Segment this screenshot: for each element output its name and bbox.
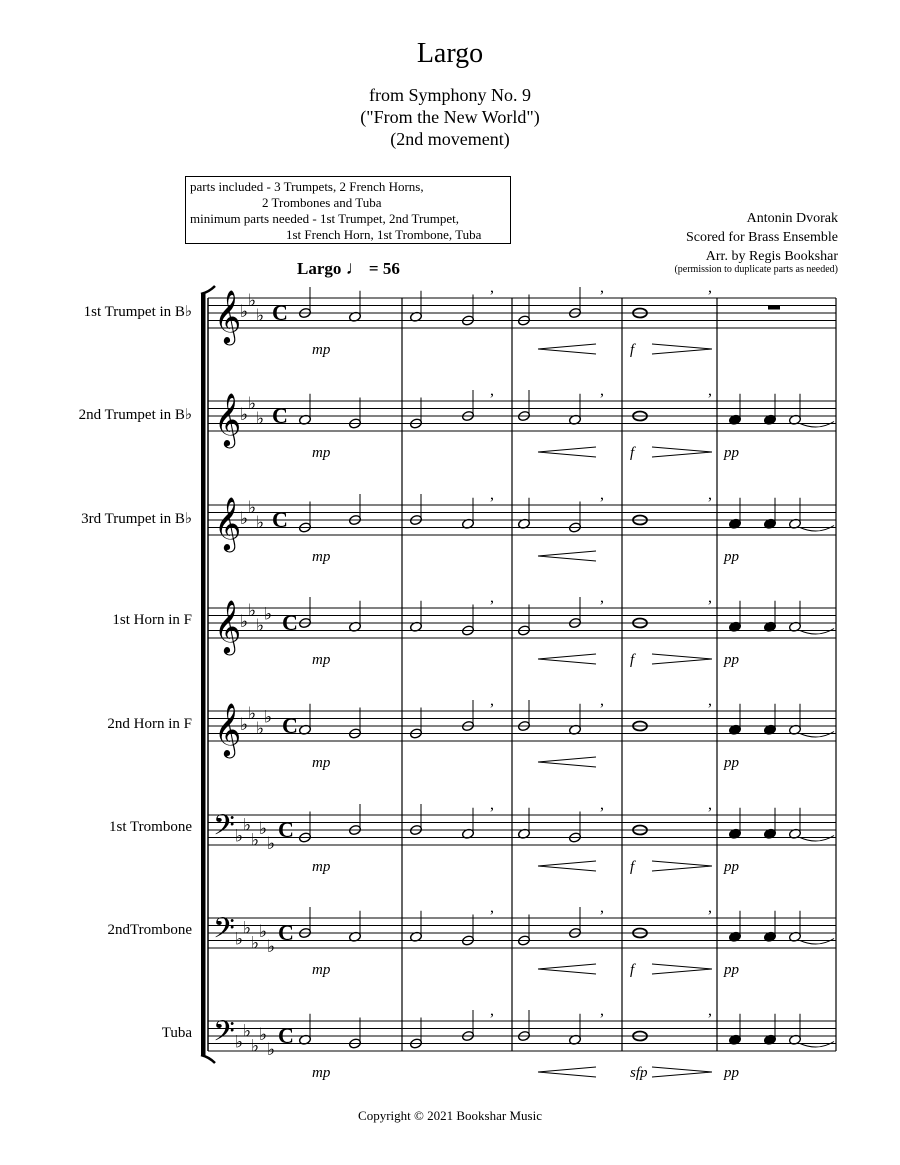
instrument-name: 2nd Trumpet in B♭ — [78, 407, 192, 423]
dynamic-mark: mp — [312, 962, 331, 978]
instrument-name: Tuba — [161, 1025, 192, 1041]
breath-mark: , — [600, 796, 604, 813]
flat-icon: ♭ — [243, 815, 252, 835]
tempo-value: = 56 — [368, 259, 400, 278]
dynamic-mark: mp — [312, 859, 331, 875]
bass-clef-icon: 𝄢 — [213, 914, 235, 951]
whole-rest — [768, 306, 780, 310]
time-signature: C — [282, 610, 298, 635]
treble-clef-icon: 𝄞 — [214, 394, 242, 445]
info-line-3: minimum parts needed - 1st Trumpet, 2nd Trumpet, — [190, 211, 460, 226]
bass-clef-icon: 𝄢 — [213, 1017, 235, 1054]
flat-icon: ♭ — [267, 937, 276, 956]
flat-icon: ♭ — [248, 290, 257, 310]
tie — [800, 629, 834, 635]
dynamic-mark: pp — [724, 1065, 739, 1081]
dynamic-mark: f — [630, 652, 635, 668]
flat-icon: ♭ — [248, 703, 257, 723]
bracket-top-hook — [201, 286, 215, 294]
flat-icon: ♭ — [264, 604, 273, 624]
breath-mark: , — [600, 1002, 604, 1019]
dynamic-mark: mp — [312, 1065, 331, 1081]
crescendo-hairpin — [538, 964, 596, 974]
breath-mark: , — [490, 486, 494, 503]
flat-icon: ♭ — [240, 509, 249, 528]
time-signature: C — [282, 713, 298, 738]
time-signature: C — [278, 1023, 294, 1048]
bracket-bottom-hook — [201, 1055, 215, 1063]
breath-mark: , — [490, 692, 494, 709]
instrument-name: 2nd Horn in F — [107, 716, 192, 732]
score-title: Largo — [416, 38, 484, 69]
dynamic-mark: f — [630, 445, 635, 461]
flat-icon: ♭ — [235, 1032, 244, 1052]
flat-icon: ♭ — [259, 1025, 268, 1044]
info-line-4: 1st French Horn, 1st Trombone, Tuba — [286, 227, 482, 242]
treble-clef-icon: 𝄞 — [214, 291, 242, 342]
instrument-name: 2ndTrombone — [107, 922, 192, 938]
subtitle-line-3: (2nd movement) — [390, 129, 510, 149]
flat-icon: ♭ — [243, 918, 252, 938]
dynamic-mark: f — [630, 342, 635, 358]
tie — [800, 422, 834, 428]
subtitle-line-1: from Symphony No. 9 — [369, 85, 531, 105]
flat-icon: ♭ — [259, 922, 268, 941]
dynamic-mark: mp — [312, 652, 331, 668]
flat-icon: ♭ — [256, 512, 265, 532]
flat-icon: ♭ — [251, 933, 260, 953]
flat-icon: ♭ — [256, 615, 265, 635]
dynamic-mark: f — [630, 962, 635, 978]
treble-clef-icon: 𝄞 — [214, 704, 242, 755]
decrescendo-hairpin — [652, 344, 712, 354]
flat-icon: ♭ — [240, 405, 249, 424]
flat-icon: ♭ — [243, 1021, 252, 1041]
info-line-1: parts included - 3 Trumpets, 2 French Horns, — [190, 179, 424, 194]
flat-icon: ♭ — [264, 707, 273, 727]
flat-icon: ♭ — [248, 393, 257, 413]
decrescendo-hairpin — [652, 861, 712, 871]
breath-mark: , — [490, 589, 494, 606]
instrument-name: 3rd Trumpet in B♭ — [81, 511, 192, 527]
breath-mark: , — [708, 279, 712, 296]
breath-mark: , — [490, 796, 494, 813]
info-line-2: 2 Trombones and Tuba — [262, 195, 382, 210]
instrument-name: 1st Trumpet in B♭ — [83, 304, 192, 320]
crescendo-hairpin — [538, 1067, 596, 1077]
decrescendo-hairpin — [652, 1067, 712, 1077]
bass-clef-icon: 𝄢 — [213, 811, 235, 848]
crescendo-hairpin — [538, 654, 596, 664]
flat-icon: ♭ — [240, 302, 249, 321]
crescendo-hairpin — [538, 861, 596, 871]
composer: Antonin Dvorak — [746, 211, 838, 226]
dynamic-mark: pp — [724, 549, 739, 565]
dynamic-mark: sfp — [630, 1065, 648, 1081]
flat-icon: ♭ — [251, 1036, 260, 1056]
tempo-label: Largo — [297, 259, 342, 278]
flat-icon: ♭ — [235, 929, 244, 949]
flat-icon: ♭ — [267, 834, 276, 853]
breath-mark: , — [490, 279, 494, 296]
time-signature: C — [272, 300, 288, 325]
decrescendo-hairpin — [652, 447, 712, 457]
instrument-name: 1st Horn in F — [112, 612, 192, 628]
tie — [800, 526, 834, 532]
flat-icon: ♭ — [256, 718, 265, 738]
instrument-name: 1st Trombone — [109, 819, 192, 835]
flat-icon: ♭ — [235, 826, 244, 846]
time-signature: C — [272, 507, 288, 532]
flat-icon: ♭ — [256, 408, 265, 428]
breath-mark: , — [490, 1002, 494, 1019]
decrescendo-hairpin — [652, 654, 712, 664]
subtitle-line-2: ("From the New World") — [360, 107, 540, 127]
breath-mark: , — [600, 279, 604, 296]
tie — [800, 836, 834, 842]
crescendo-hairpin — [538, 344, 596, 354]
breath-mark: , — [490, 382, 494, 399]
breath-mark: , — [600, 486, 604, 503]
dynamic-mark: mp — [312, 342, 331, 358]
system-bracket — [201, 294, 206, 1055]
crescendo-hairpin — [538, 447, 596, 457]
breath-mark: , — [600, 692, 604, 709]
decrescendo-hairpin — [652, 964, 712, 974]
dynamic-mark: pp — [724, 445, 739, 461]
quarter-note-icon: ♩ — [345, 258, 365, 279]
dynamic-mark: pp — [724, 652, 739, 668]
flat-icon: ♭ — [251, 830, 260, 850]
permission-note: (permission to duplicate parts as needed) — [674, 264, 838, 275]
breath-mark: , — [600, 589, 604, 606]
breath-mark: , — [600, 382, 604, 399]
flat-icon: ♭ — [259, 819, 268, 838]
breath-mark: , — [708, 1002, 712, 1019]
time-signature: C — [278, 817, 294, 842]
flat-icon: ♭ — [267, 1040, 276, 1059]
dynamic-mark: f — [630, 859, 635, 875]
treble-clef-icon: 𝄞 — [214, 498, 242, 549]
dynamic-mark: mp — [312, 445, 331, 461]
flat-icon: ♭ — [248, 600, 257, 620]
dynamic-mark: mp — [312, 549, 331, 565]
tie — [800, 1042, 834, 1048]
breath-mark: , — [708, 899, 712, 916]
breath-mark: , — [708, 589, 712, 606]
dynamic-mark: pp — [724, 962, 739, 978]
time-signature: C — [272, 403, 288, 428]
crescendo-hairpin — [538, 757, 596, 767]
dynamic-mark: pp — [724, 859, 739, 875]
time-signature: C — [278, 920, 294, 945]
flat-icon: ♭ — [256, 305, 265, 325]
arranger: Arr. by Regis Bookshar — [705, 249, 838, 264]
tie — [800, 732, 834, 738]
scored-for: Scored for Brass Ensemble — [685, 230, 838, 245]
crescendo-hairpin — [538, 551, 596, 561]
flat-icon: ♭ — [240, 612, 249, 631]
copyright: Copyright © 2021 Bookshar Music — [358, 1108, 542, 1123]
breath-mark: , — [708, 382, 712, 399]
breath-mark: , — [708, 692, 712, 709]
tie — [800, 939, 834, 945]
treble-clef-icon: 𝄞 — [214, 601, 242, 652]
breath-mark: , — [708, 796, 712, 813]
breath-mark: , — [708, 486, 712, 503]
flat-icon: ♭ — [240, 715, 249, 734]
breath-mark: , — [600, 899, 604, 916]
dynamic-mark: pp — [724, 755, 739, 771]
flat-icon: ♭ — [248, 497, 257, 517]
dynamic-mark: mp — [312, 755, 331, 771]
breath-mark: , — [490, 899, 494, 916]
